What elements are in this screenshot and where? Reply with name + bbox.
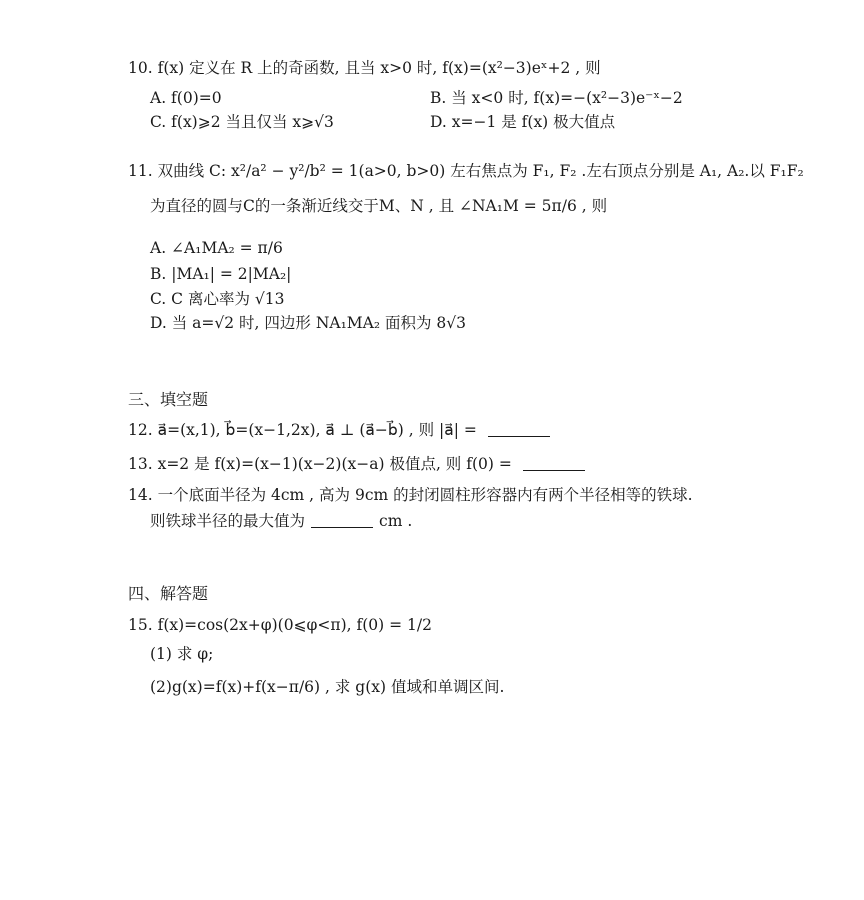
q12-answer-blank[interactable]	[488, 422, 550, 437]
q10-option-c: C. f(x)⩾2 当且仅当 x⩾√3	[150, 113, 334, 131]
q10-stem: 10. f(x) 定义在 R 上的奇函数, 且当 x>0 时, f(x)=(x²−3)eˣ+2 , 则	[128, 59, 601, 77]
q13-answer-blank[interactable]	[523, 456, 585, 471]
q13-line	[128, 453, 585, 475]
q11-stem-line2: 为直径的圆与C的一条渐近线交于M、N , 且 ∠NA₁M = 5π/6 , 则	[150, 197, 608, 215]
q14-line2-prefix: 则铁球半径的最大值为	[150, 512, 306, 530]
q14-line2-suffix: cm .	[379, 512, 413, 530]
section-fill-in-title: 三、填空题	[128, 390, 209, 409]
q11-option-a: A. ∠A₁MA₂ = π/6	[150, 239, 283, 257]
q11-option-d: D. 当 a=√2 时, 四边形 NA₁MA₂ 面积为 8√3	[150, 314, 467, 332]
q12-text: 12. a⃗=(x,1), b⃗=(x−1,2x), a⃗ ⊥ (a⃗−b⃗) , 则 |a⃗| =	[128, 421, 477, 439]
q14-line2	[150, 510, 412, 532]
q11-stem-line1: 11. 双曲线 C: x²/a² − y²/b² = 1(a>0, b>0) 左右焦点为 F₁, F₂ .左右顶点分别是 A₁, A₂.以 F₁F₂	[128, 162, 804, 180]
q14-answer-blank[interactable]	[311, 513, 373, 528]
q11-option-c: C. C 离心率为 √13	[150, 290, 285, 308]
q15-part1: (1) 求 φ;	[150, 645, 214, 663]
q14-line1: 14. 一个底面半径为 4cm , 高为 9cm 的封闭圆柱形容器内有两个半径相等的铁球.	[128, 486, 693, 504]
q13-text: 13. x=2 是 f(x)=(x−1)(x−2)(x−a) 极值点, 则 f(0) =	[128, 455, 512, 473]
q10-option-a: A. f(0)=0	[150, 89, 222, 107]
q10-option-b: B. 当 x<0 时, f(x)=−(x²−3)e⁻ˣ−2	[430, 89, 683, 107]
q10-option-d: D. x=−1 是 f(x) 极大值点	[430, 113, 616, 131]
q11-option-b: B. |MA₁| = 2|MA₂|	[150, 265, 292, 283]
section-solution-title: 四、解答题	[128, 584, 209, 603]
q15-stem: 15. f(x)=cos(2x+φ)(0⩽φ<π), f(0) = 1/2	[128, 616, 432, 634]
q15-part2: (2)g(x)=f(x)+f(x−π/6) , 求 g(x) 值域和单调区间.	[150, 678, 505, 696]
q12-line	[128, 419, 550, 441]
